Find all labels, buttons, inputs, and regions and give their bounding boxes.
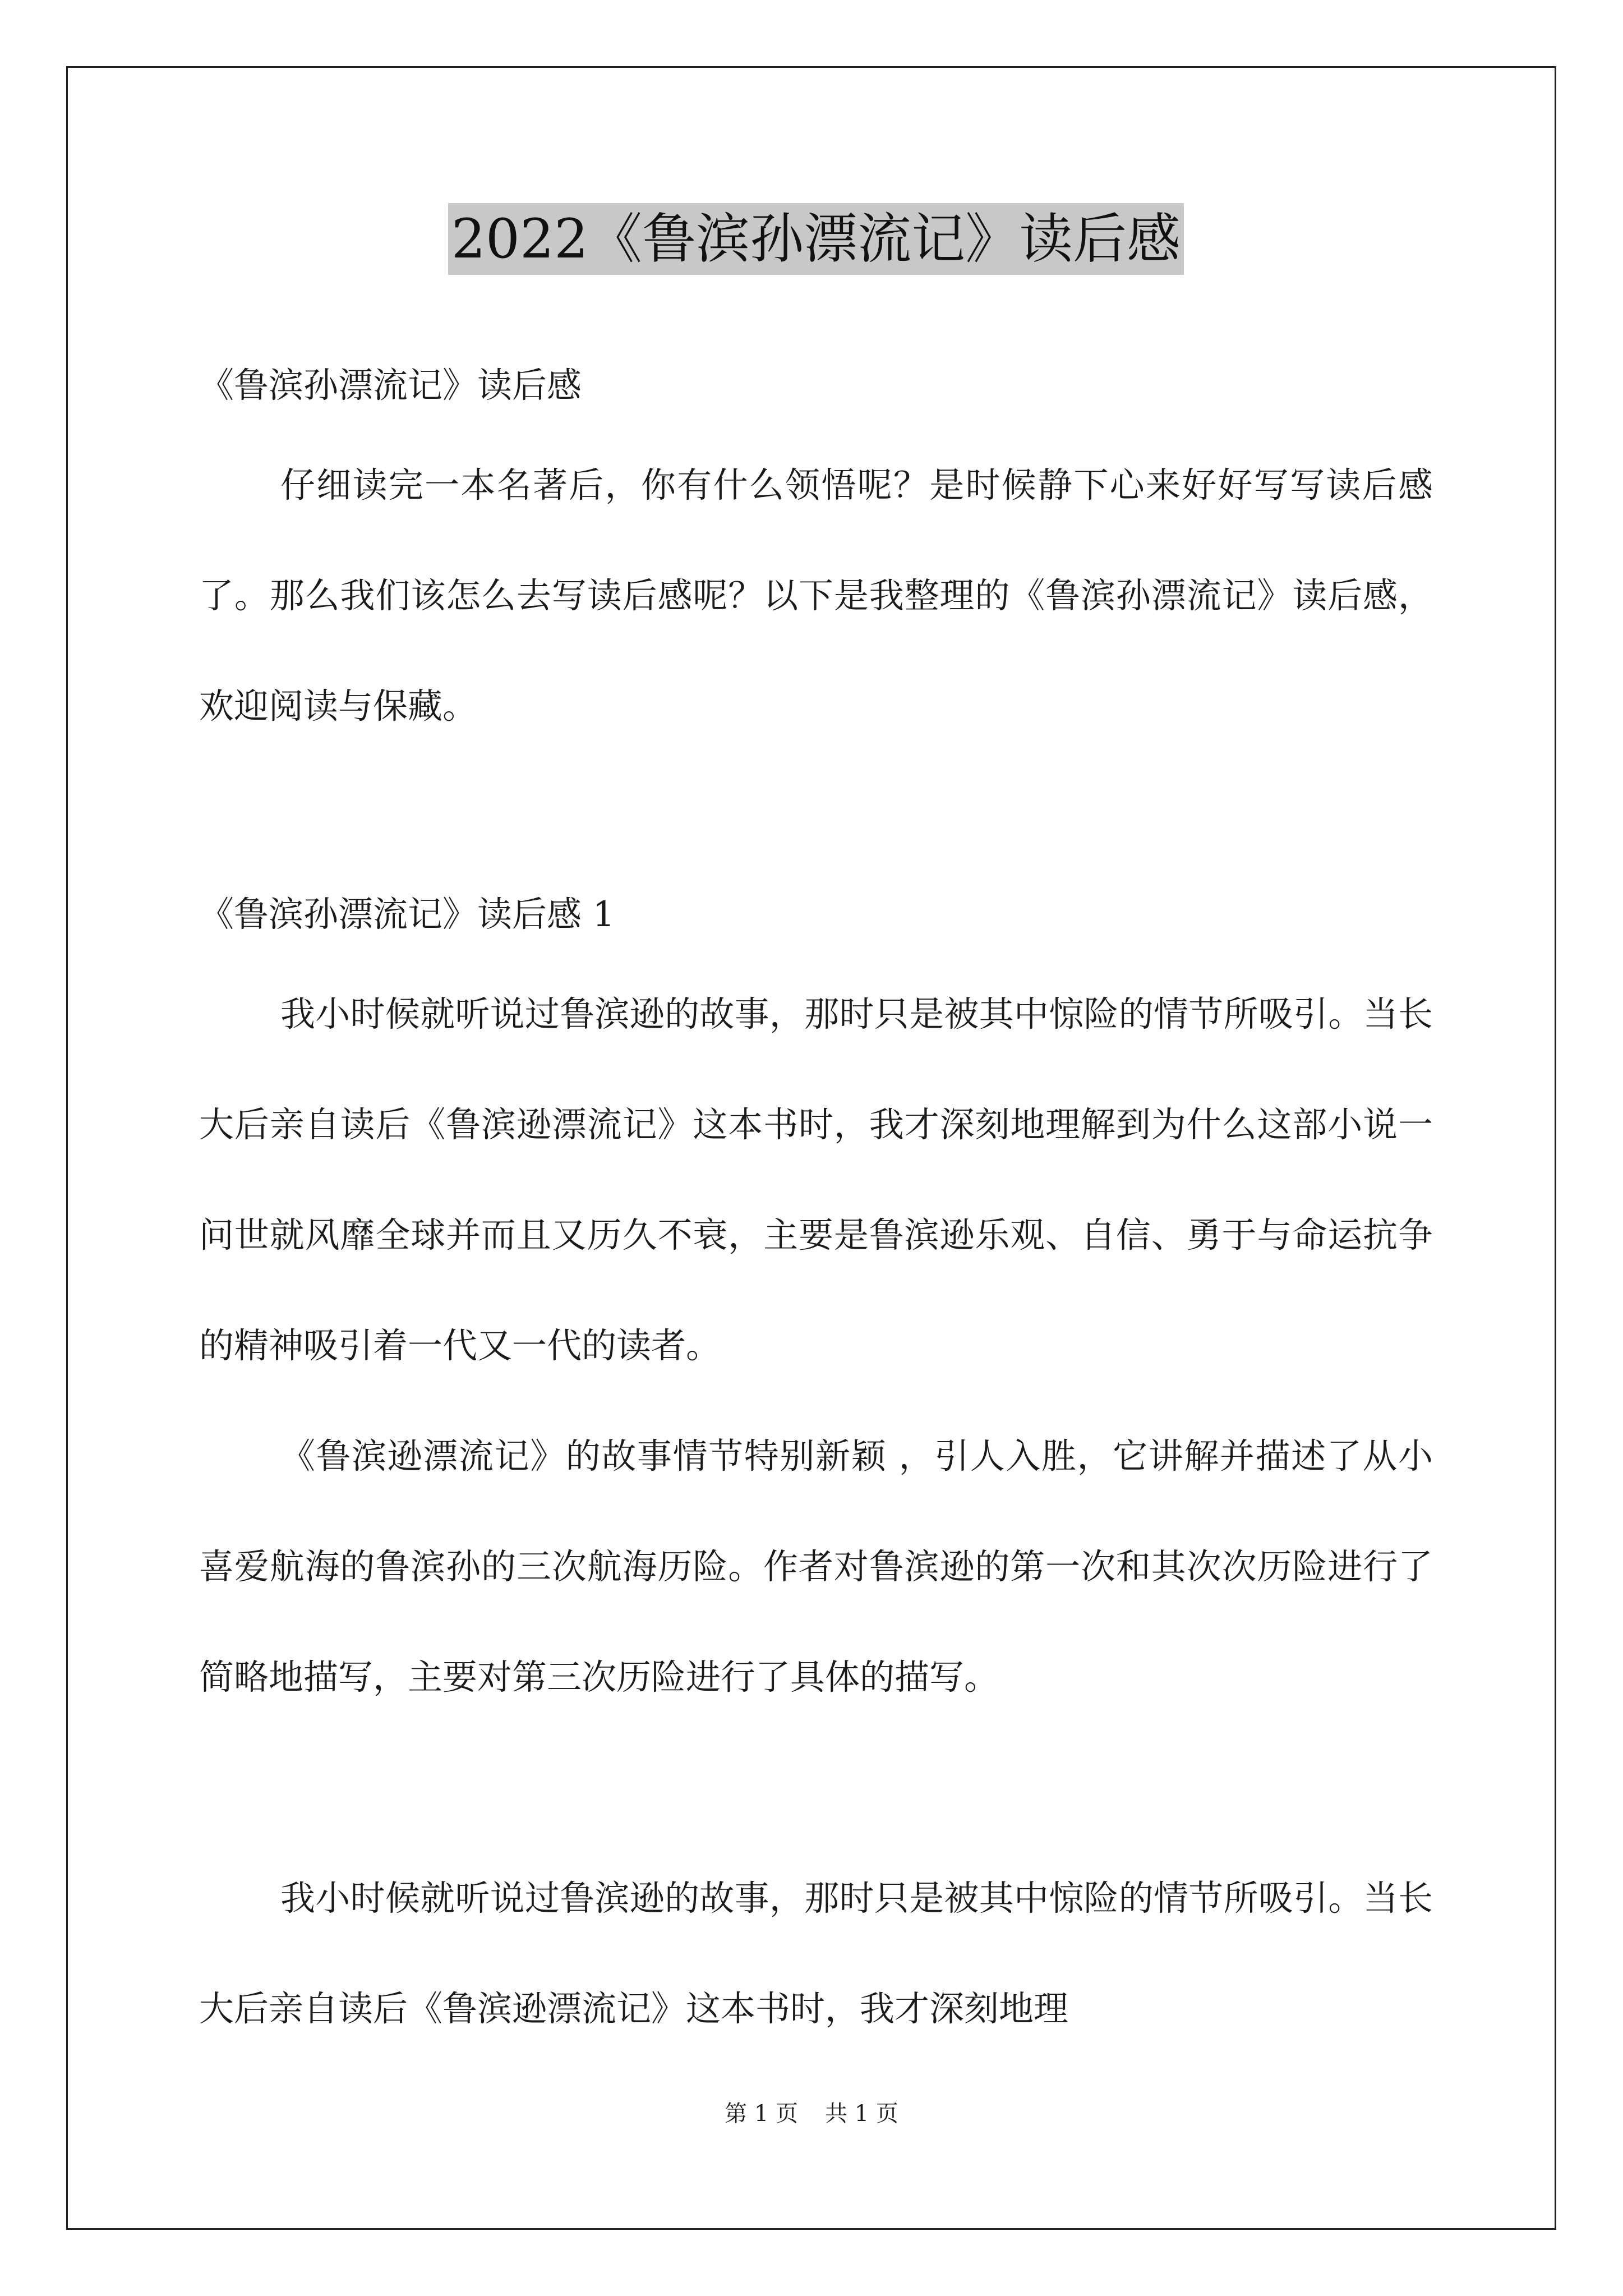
title-container bbox=[199, 203, 1433, 275]
page-total: 共 1 页 bbox=[825, 2101, 898, 2127]
body-paragraph: 我小时候就听说过鲁滨逊的故事，那时只是被其中惊险的情节所吸引。当长大后亲自读后《鲁滨逊漂流记》这本书时，我才深刻地理 bbox=[199, 1878, 1433, 2029]
document-title: 2022《鲁滨孙漂流记》读后感 bbox=[448, 203, 1184, 275]
section-heading: 《鲁滨孙漂流记》读后感 1 bbox=[199, 894, 615, 935]
intro-paragraph: 仔细读完一本名著后，你有什么领悟呢？是时候静下心来好好写写读后感了。那么我们该怎么去写读后感呢？以下是我整理的《鲁滨孙漂流记》读后感，欢迎阅读与保藏。 bbox=[199, 464, 1433, 726]
body-paragraph: 《鲁滨逊漂流记》的故事情节特别新颖 ，引人入胜，它讲解并描述了从小喜爱航海的鲁滨孙的三次航海历险。作者对鲁滨逊的第一次和其次次历险进行了简略地描写，主要对第三次历险进行了具体的描写。 bbox=[199, 1435, 1433, 1697]
page-footer bbox=[0, 2097, 1623, 2131]
page-number: 第 1 页 bbox=[725, 2101, 798, 2127]
document-subtitle: 《鲁滨孙漂流记》读后感 bbox=[199, 365, 582, 406]
body-paragraph: 我小时候就听说过鲁滨逊的故事，那时只是被其中惊险的情节所吸引。当长大后亲自读后《鲁滨逊漂流记》这本书时，我才深刻地理解到为什么这部小说一问世就风靡全球并而且又历久不衰，主要是鲁滨逊乐观、自信、勇于与命运抗争的精神吸引着一代又一代的读者。 bbox=[199, 993, 1433, 1366]
